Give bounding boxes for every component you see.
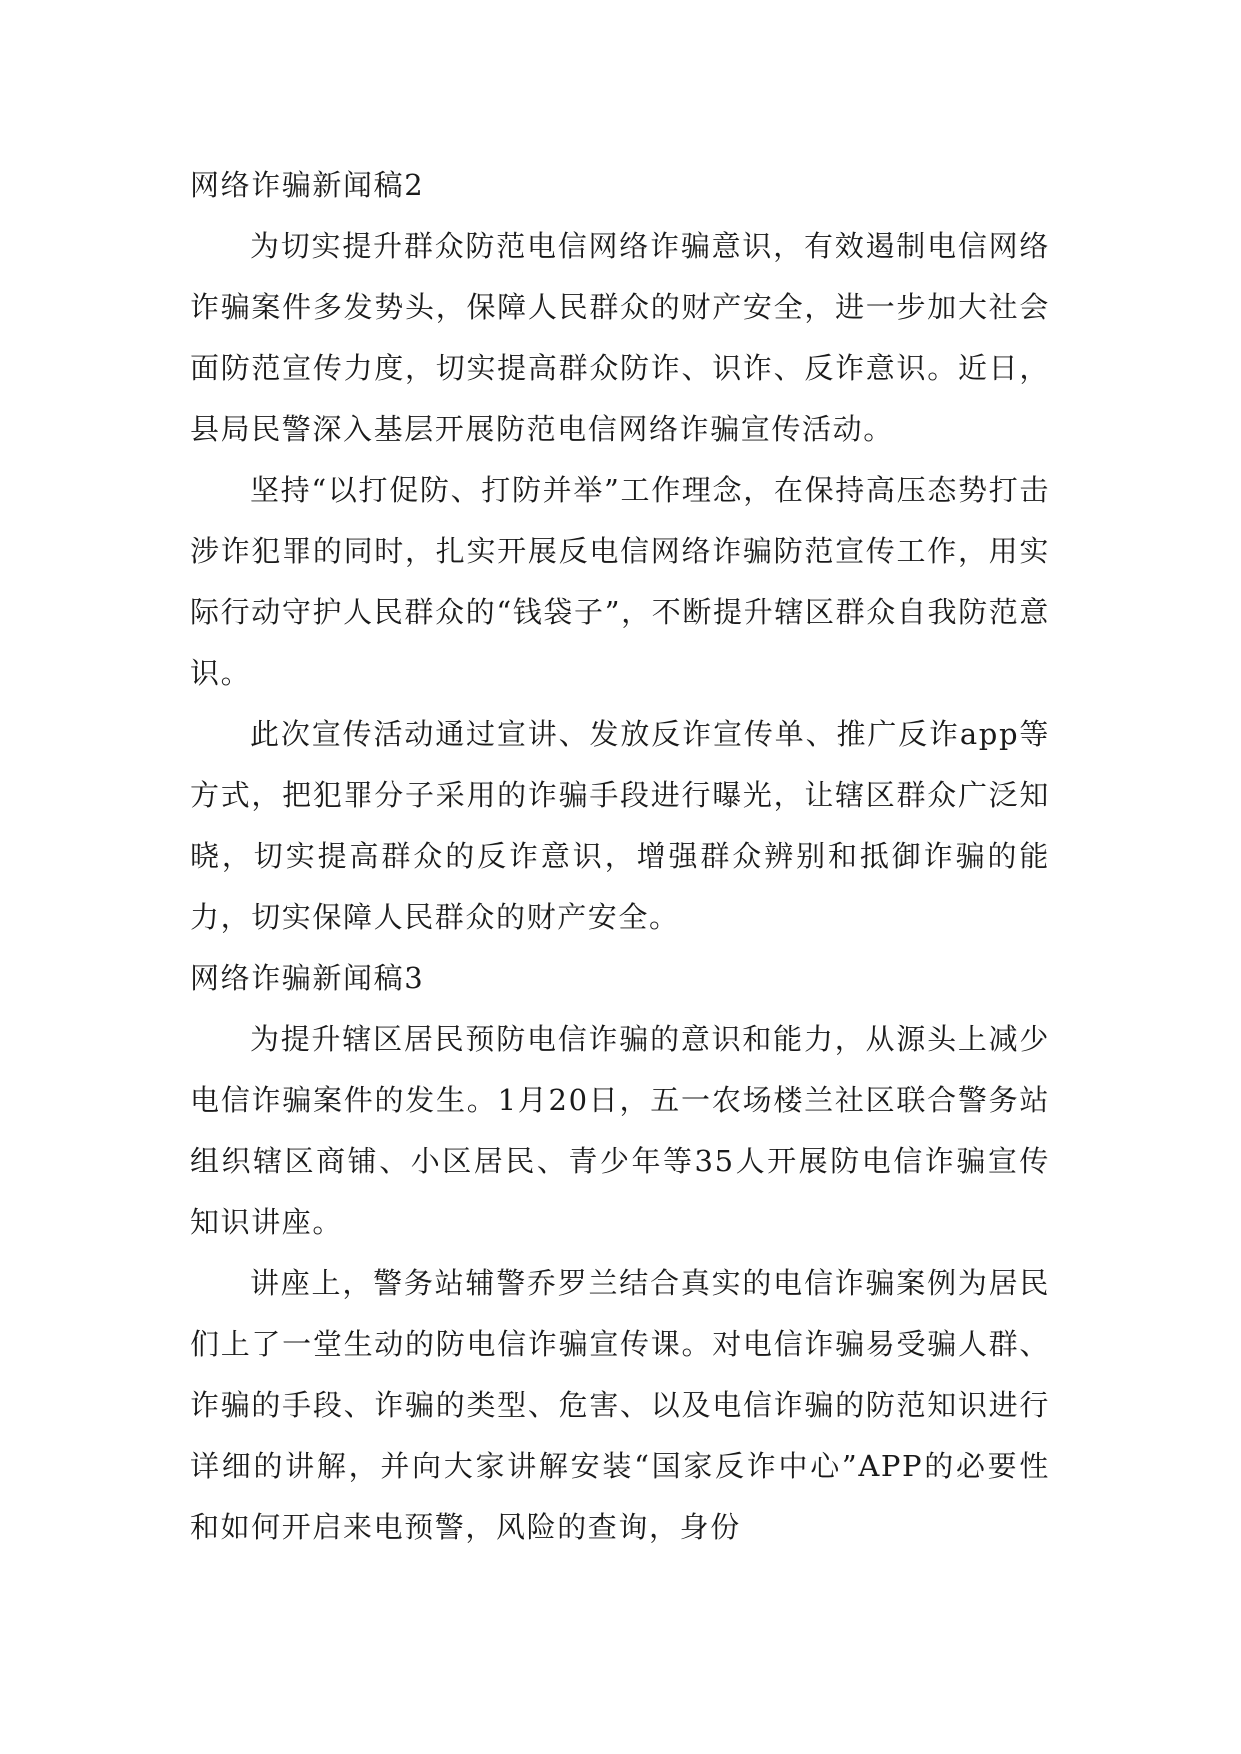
paragraph: 为切实提升群众防范电信网络诈骗意识，有效遏制电信网络诈骗案件多发势头，保障人民群众的财产安全，进一步加大社会面防范宣传力度，切实提高群众防诈、识诈、反诈意识。近日，县局民警深入基层开展防范电信网络诈骗宣传活动。 bbox=[190, 229, 1050, 446]
section-heading: 网络诈骗新闻稿3 bbox=[190, 961, 425, 995]
section-news-2 bbox=[190, 155, 1050, 948]
document-body bbox=[190, 155, 1050, 1558]
paragraph: 坚持“以打促防、打防并举”工作理念，在保持高压态势打击涉诈犯罪的同时，扎实开展反电信网络诈骗防范宣传工作，用实际行动守护人民群众的“钱袋子”，不断提升辖区群众自我防范意识。 bbox=[190, 473, 1050, 690]
section-heading: 网络诈骗新闻稿2 bbox=[190, 168, 425, 202]
paragraph: 讲座上，警务站辅警乔罗兰结合真实的电信诈骗案例为居民们上了一堂生动的防电信诈骗宣传课。对电信诈骗易受骗人群、诈骗的手段、诈骗的类型、危害、以及电信诈骗的防范知识进行详细的讲解，并向大家讲解安装“国家反诈中心”APP的必要性和如何开启来电预警，风险的查询，身份 bbox=[190, 1266, 1050, 1544]
paragraph: 此次宣传活动通过宣讲、发放反诈宣传单、推广反诈app等方式，把犯罪分子采用的诈骗手段进行曝光，让辖区群众广泛知晓，切实提高群众的反诈意识，增强群众辨别和抵御诈骗的能力，切实保障人民群众的财产安全。 bbox=[190, 717, 1050, 934]
paragraph: 为提升辖区居民预防电信诈骗的意识和能力，从源头上减少电信诈骗案件的发生。1月20日，五一农场楼兰社区联合警务站组织辖区商铺、小区居民、青少年等35人开展防电信诈骗宣传知识讲座。 bbox=[190, 1022, 1050, 1239]
section-news-3 bbox=[190, 948, 1050, 1558]
